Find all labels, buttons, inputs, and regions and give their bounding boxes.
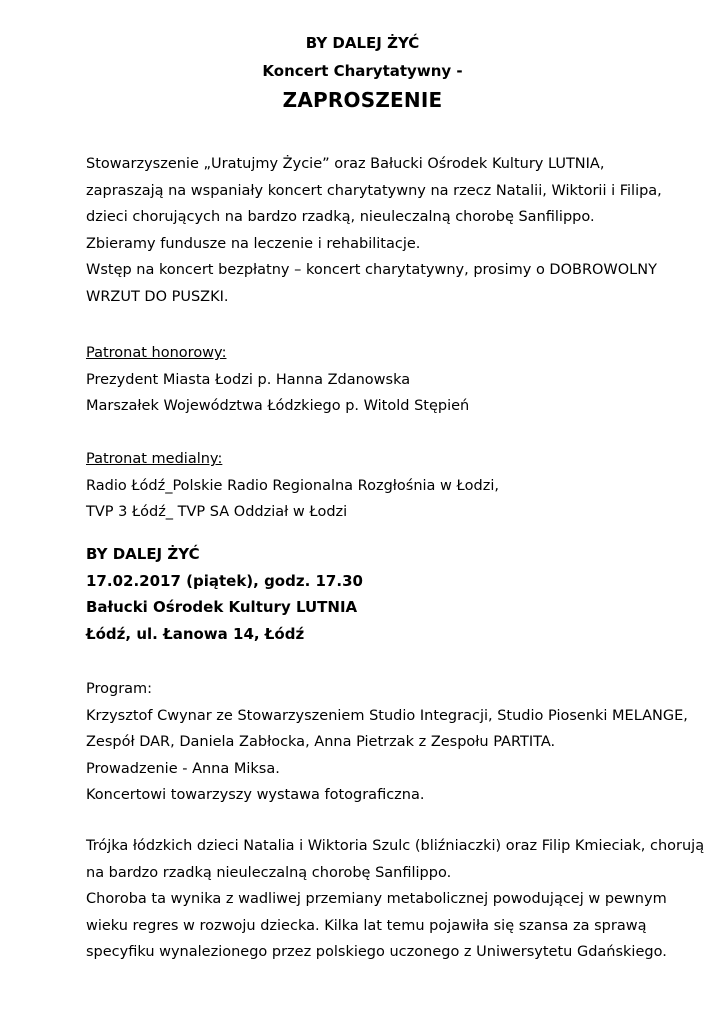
story-line: wieku regres w rozwoju dziecka. Kilka lat temu pojawiła się szansa za sprawą [86,917,647,934]
program-section [86,676,686,809]
story-line: specyfiku wynalezionego przez polskiego uczonego z Uniwersytetu Gdańskiego. [86,944,667,960]
honorary-patron: Prezydent Miasta Łodzi p. Hanna Zdanowska [86,371,411,388]
event-details [86,541,686,647]
honorary-patronage-label: Patronat honorowy: [86,345,227,361]
event-title: BY DALEJ ŻYĆ [86,545,200,563]
program-line: Krzysztof Cwynar ze Stowarzyszeniem Studio Integracji, Studio Piosenki MELANGE, [86,707,688,724]
media-patronage-label: Patronat medialny: [86,451,223,467]
intro-paragraph [86,151,686,310]
intro-line: dzieci chorujących na bardzo rzadką, nieuleczalną chorobę Sanfilippo. [86,209,595,225]
event-date: 17.02.2017 (piątek), godz. 17.30 [86,571,363,590]
honorary-patronage [86,340,686,420]
document-heading: ZAPROSZENIE [282,88,443,112]
intro-line: Stowarzyszenie „Uratujmy Życie” oraz Bałucki Ośrodek Kultury LUTNIA, [86,156,605,172]
honorary-patron: Marszałek Województwa Łódzkiego p. Witold Stępień [86,398,470,414]
document-subtitle: Koncert Charytatywny - [262,62,463,80]
story-line: Trójka łódzkich dzieci Natalia i Wiktoria Szulc (bliźniaczki) oraz Filip Kmieciak, chorują [86,838,705,854]
program-line: Prowadzenie - Anna Miksa. [86,760,280,777]
document-title: BY DALEJ ŻYĆ [305,34,420,52]
event-venue: Bałucki Ośrodek Kultury LUTNIA [86,598,358,616]
intro-line: WRZUT DO PUSZKI. [86,288,229,305]
program-line: Koncertowi towarzyszy wystawa fotograficzna. [86,787,425,803]
media-patron: TVP 3 Łódź_ TVP SA Oddział w Łodzi [86,504,348,520]
program-label: Program: [86,681,153,697]
event-address: Łódź, ul. Łanowa 14, Łódź [86,624,305,643]
intro-line: zapraszają na wspaniały koncert charytatywny na rzecz Natalii, Wiktorii i Filipa, [86,182,662,199]
program-line: Zespół DAR, Daniela Zabłocka, Anna Pietrzak z Zespołu PARTITA. [86,734,556,750]
story-line: na bardzo rzadką nieuleczalną chorobę Sanfilippo. [86,864,452,881]
intro-line: Zbieramy fundusze na leczenie i rehabilitacje. [86,235,421,252]
intro-line: Wstęp na koncert bezpłatny – koncert charytatywny, prosimy o DOBROWOLNY [86,262,657,278]
media-patron: Radio Łódź_Polskie Radio Regionalna Rozgłośnia w Łodzi, [86,477,499,494]
story-paragraph [86,833,705,966]
media-patronage [86,446,686,526]
story-line: Choroba ta wynika z wadliwej przemiany metabolicznej powodującej w pewnym [86,891,667,907]
